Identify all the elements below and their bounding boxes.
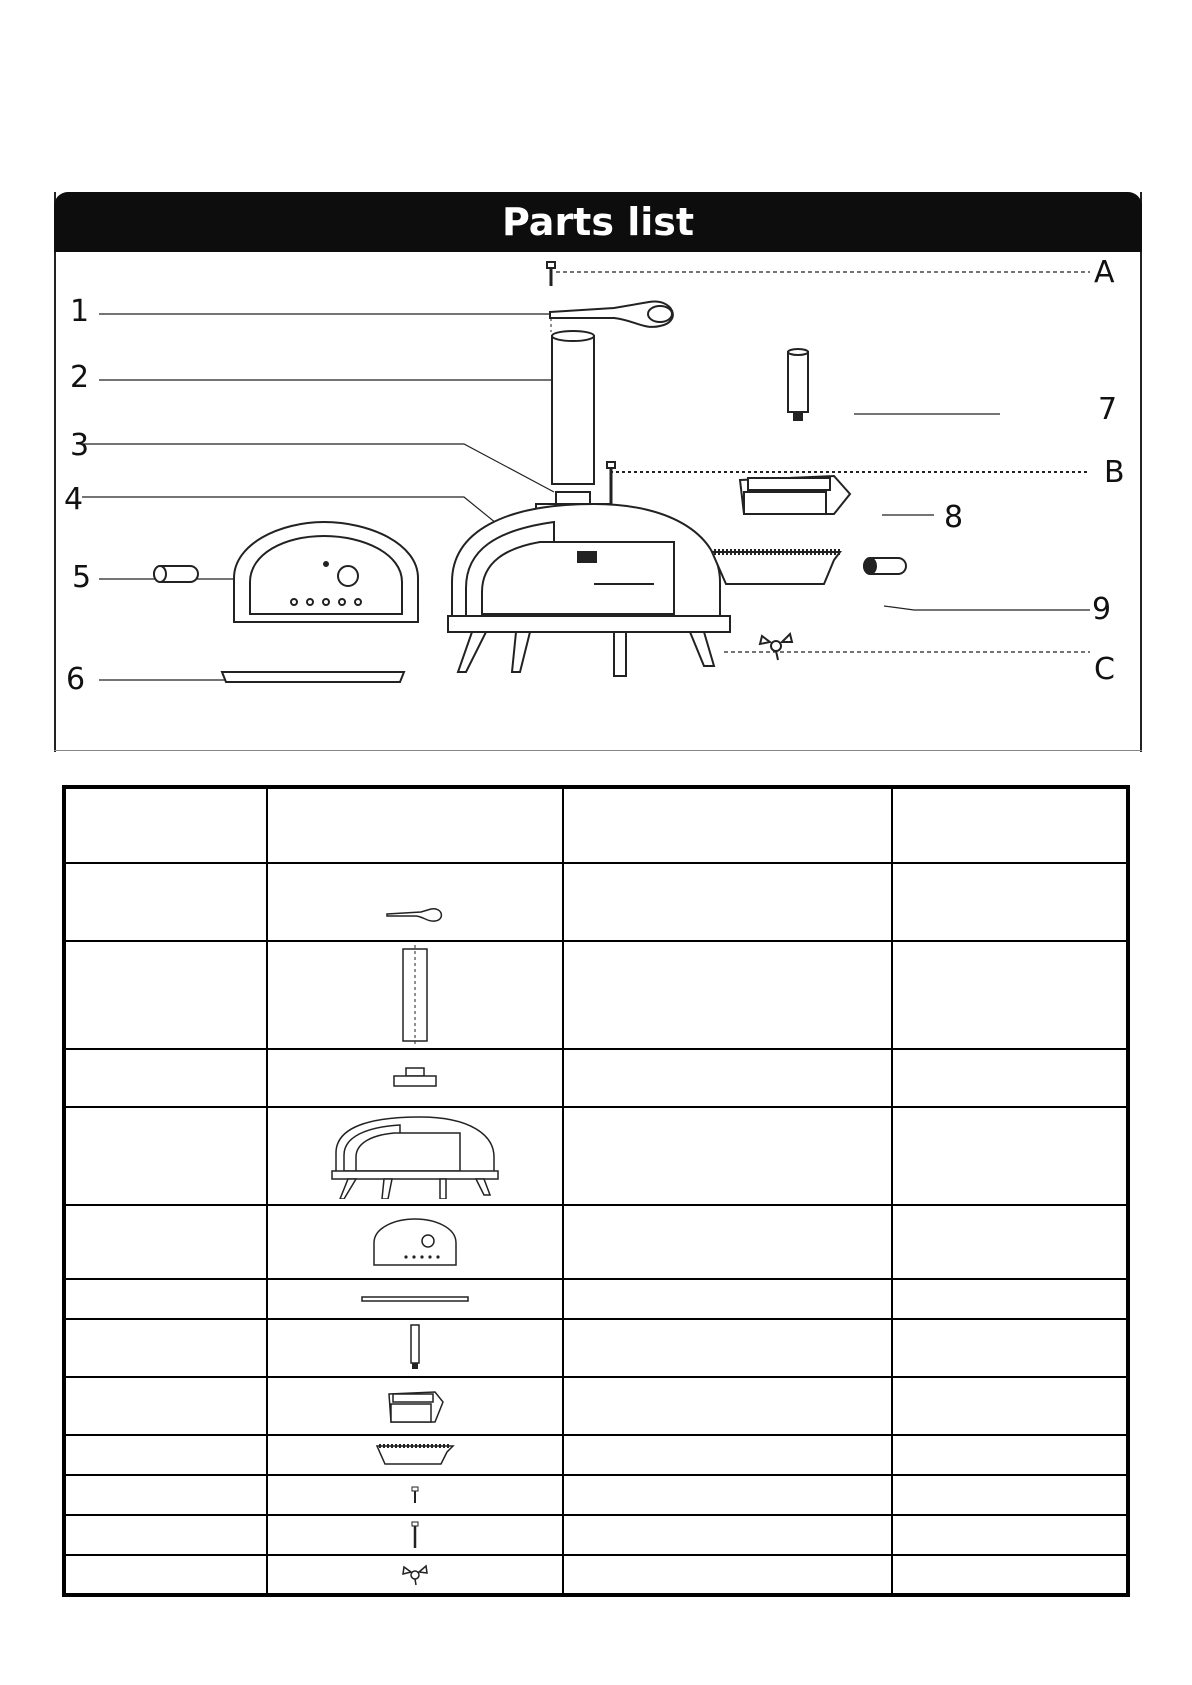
parts-table <box>62 785 1130 1597</box>
table-row <box>64 1515 1128 1555</box>
pellet-hopper-part <box>740 476 850 514</box>
table-cell <box>563 1205 892 1279</box>
table-cell <box>64 1107 267 1205</box>
header-cell <box>267 787 563 863</box>
oven-door-part <box>234 522 418 622</box>
table-cell <box>563 1279 892 1319</box>
table-cell <box>563 1555 892 1595</box>
callout-b: B <box>1104 455 1125 490</box>
table-row <box>64 1319 1128 1377</box>
table-cell-image <box>267 1555 563 1595</box>
table-cell <box>64 941 267 1049</box>
table-cell <box>892 863 1128 941</box>
burner-tray-icon <box>375 1442 455 1468</box>
table-cell <box>892 1555 1128 1595</box>
table-cell-image <box>267 941 563 1049</box>
callout-a: A <box>1094 255 1115 290</box>
header-cell <box>563 787 892 863</box>
screw-b-icon <box>410 1520 420 1550</box>
table-cell-image <box>267 863 563 941</box>
table-row <box>64 1279 1128 1319</box>
table-cell <box>892 1205 1128 1279</box>
callout-9: 9 <box>1092 592 1112 627</box>
pizza-stone-icon <box>360 1294 470 1304</box>
table-cell-image <box>267 1475 563 1515</box>
chimney-base-icon <box>390 1066 440 1090</box>
callout-2: 2 <box>70 360 90 395</box>
table-cell-image <box>267 1279 563 1319</box>
table-cell <box>64 1049 267 1107</box>
table-cell <box>563 1107 892 1205</box>
panel-divider <box>54 750 1142 751</box>
callout-8: 8 <box>944 500 964 535</box>
table-cell <box>64 1205 267 1279</box>
table-cell <box>892 1377 1128 1435</box>
callout-1: 1 <box>70 294 90 329</box>
oven-body-icon <box>330 1113 500 1199</box>
table-cell <box>64 1515 267 1555</box>
table-cell <box>563 1377 892 1435</box>
table-cell <box>563 941 892 1049</box>
screw-a-icon <box>410 1485 420 1505</box>
panel-title: Parts list <box>54 192 1142 252</box>
table-header-row <box>64 787 1128 863</box>
leader-line-3 <box>82 444 554 492</box>
table-cell <box>64 863 267 941</box>
table-cell-image <box>267 1319 563 1377</box>
table-cell <box>892 1435 1128 1475</box>
table-cell <box>892 1319 1128 1377</box>
callout-3: 3 <box>70 428 90 463</box>
table-cell <box>64 1555 267 1595</box>
chimney-cap-icon <box>385 906 445 926</box>
table-cell <box>64 1377 267 1435</box>
table-cell <box>64 1475 267 1515</box>
table-cell <box>563 1515 892 1555</box>
chimney-pipe-icon <box>395 945 435 1045</box>
table-cell <box>892 1279 1128 1319</box>
leader-line-9 <box>884 606 1090 610</box>
exploded-view-diagram <box>54 252 1142 750</box>
table-cell <box>563 1049 892 1107</box>
table-cell-image <box>267 1515 563 1555</box>
table-row <box>64 941 1128 1049</box>
table-cell <box>563 1435 892 1475</box>
pellet-hopper-icon <box>385 1386 445 1426</box>
table-cell <box>563 1475 892 1515</box>
pizza-stone-part <box>222 672 404 682</box>
table-row <box>64 1435 1128 1475</box>
table-cell-image <box>267 1205 563 1279</box>
callout-5: 5 <box>72 560 92 595</box>
table-cell-image <box>267 1435 563 1475</box>
table-cell <box>892 1515 1128 1555</box>
callout-c: C <box>1094 652 1115 687</box>
oven-door-icon <box>370 1217 460 1267</box>
table-row <box>64 1555 1128 1595</box>
header-cell <box>64 787 267 863</box>
oven-body-part <box>448 504 730 676</box>
table-row <box>64 1049 1128 1107</box>
table-row <box>64 1107 1128 1205</box>
table-cell <box>892 1107 1128 1205</box>
screw-a-part <box>547 262 555 286</box>
table-cell <box>64 1279 267 1319</box>
chimney-pipe-part <box>552 331 594 484</box>
table-cell-image <box>267 1049 563 1107</box>
table-cell <box>64 1435 267 1475</box>
handle-knob-part <box>788 349 808 420</box>
callout-7: 7 <box>1098 392 1118 427</box>
table-row <box>64 1205 1128 1279</box>
door-handle-part <box>154 566 198 582</box>
burner-tray-part <box>712 552 840 584</box>
wing-nut-part <box>760 634 792 660</box>
callout-4: 4 <box>64 482 84 517</box>
handle-knob-icon <box>407 1323 423 1373</box>
header-cell <box>892 787 1128 863</box>
callout-6: 6 <box>66 662 86 697</box>
table-cell <box>563 1319 892 1377</box>
table-cell-image <box>267 1107 563 1205</box>
table-cell <box>892 1475 1128 1515</box>
table-row <box>64 1475 1128 1515</box>
burner-handle-part <box>864 558 906 574</box>
table-cell <box>892 1049 1128 1107</box>
wing-nut-icon <box>400 1563 430 1587</box>
chimney-cap-part <box>550 302 673 332</box>
table-cell <box>892 941 1128 1049</box>
table-cell-image <box>267 1377 563 1435</box>
table-cell <box>64 1319 267 1377</box>
table-cell <box>563 863 892 941</box>
table-row <box>64 863 1128 941</box>
table-row <box>64 1377 1128 1435</box>
